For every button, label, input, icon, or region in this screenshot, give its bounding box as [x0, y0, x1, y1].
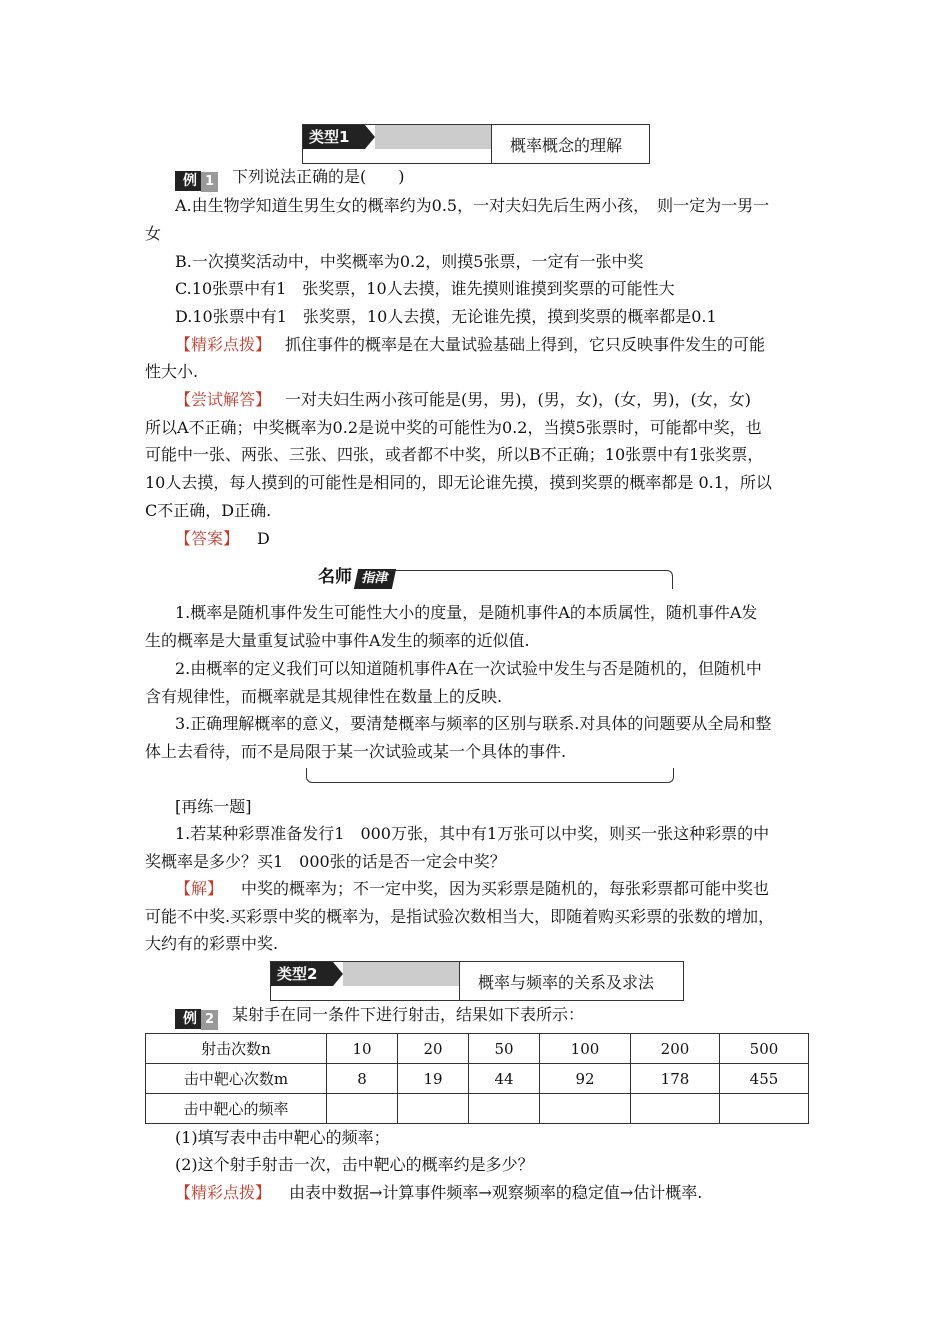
example-1-question: 下列说法正确的是( ): [232, 167, 405, 186]
table-cell: 92: [540, 1064, 631, 1094]
row-header-shots: 射击次数n: [146, 1034, 327, 1064]
try-line-3: 可能中一张、两张、三张、四张，或者都不中奖，所以B不正确；10张票中有1张奖票，: [145, 445, 764, 464]
table-cell: 455: [720, 1064, 809, 1094]
shooting-table: [145, 1033, 809, 1124]
try-line-5: C不正确，D正确.: [145, 501, 272, 520]
teacher-guide-title: 名师: [318, 567, 352, 587]
solution-line-2: 可能不中奖.买彩票中奖的概率为，是指试验次数相当大，即随着购买彩票的张数的增加，: [145, 907, 775, 926]
table-cell: [398, 1094, 469, 1124]
type-2-tag: 类型2: [271, 962, 333, 986]
example-2-q1: (1)填写表中击中靶心的频率；: [175, 1128, 390, 1147]
type-1-grey-bar: [375, 125, 491, 149]
example-label: 例: [175, 1009, 201, 1029]
solution-text: 中奖的概率为；不一定中奖，因为买彩票是随机的，每张彩票都可能中奖也: [241, 879, 770, 898]
table-cell: 8: [327, 1064, 398, 1094]
try-line-4: 10人去摸，每人摸到的可能性是相同的，即无论谁先摸，摸到奖票的概率都是 0.1，所以: [145, 473, 772, 492]
table-cell: [720, 1094, 809, 1124]
guide-p3-line-1: 3.正确理解概率的意义，要清楚概率与频率的区别与联系.对具体的问题要从全局和整: [175, 714, 772, 733]
tip-label: 【精彩点拨】: [175, 335, 272, 354]
teacher-guide-top-rule: [390, 570, 673, 589]
example-number: 2: [201, 1010, 218, 1030]
try-text: 一对夫妇生两小孩可能是(男，男)，(男，女)，(女，男)，(女，女): [285, 390, 751, 409]
tip-text: 抓住事件的概率是在大量试验基础上得到，它只反映事件发生的可能: [285, 335, 766, 354]
example-number: 1: [201, 172, 218, 192]
type-2-grey-bar: [343, 962, 459, 986]
table-cell: 500: [720, 1034, 809, 1064]
row-header-hits: 击中靶心次数m: [146, 1064, 327, 1094]
teacher-guide-header: [318, 565, 394, 589]
tip-2-line: [175, 1181, 702, 1205]
table-cell: [469, 1094, 540, 1124]
try-label: 【尝试解答】: [175, 390, 272, 409]
row-header-frequency: 击中靶心的频率: [146, 1094, 327, 1124]
table-cell: [327, 1094, 398, 1124]
example-2-badge: [175, 1006, 218, 1026]
answer-label: 【答案】: [175, 529, 240, 548]
example-2-question-line: [175, 1003, 584, 1027]
option-c: C.10张票中有1 张奖票，10人去摸，谁先摸则谁摸到奖票的可能性大: [175, 279, 675, 298]
solution-line-1: [175, 877, 769, 901]
example-1-badge: [175, 168, 218, 188]
table-cell: 19: [398, 1064, 469, 1094]
practice-header: [再练一题]: [175, 797, 252, 816]
tip-1-line-1: [175, 333, 765, 357]
table-cell: 10: [327, 1034, 398, 1064]
tip-1-line-2: 性大小.: [145, 362, 199, 381]
option-a-line-2: 女: [145, 224, 162, 243]
example-1-question-line: [175, 165, 405, 189]
example-label: 例: [175, 171, 201, 191]
table-cell: 178: [631, 1064, 720, 1094]
teacher-guide-bottom-rule: [306, 768, 674, 783]
table-cell: 20: [398, 1034, 469, 1064]
option-d: D.10张票中有1 张奖票，10人去摸，无论谁先摸，摸到奖票的概率都是0.1: [175, 307, 717, 326]
tip-label: 【精彩点拨】: [175, 1183, 272, 1202]
try-line-2: 所以A不正确；中奖概率为0.2是说中奖的可能性为0.2，当摸5张票时，可能都中奖，也: [145, 418, 762, 437]
table-cell: 200: [631, 1034, 720, 1064]
answer-line: [175, 527, 270, 551]
example-2-q2: (2)这个射手射击一次，击中靶心的概率约是多少？: [175, 1155, 534, 1174]
tip-text: 由表中数据→计算事件频率→观察频率的稳定值→估计概率.: [289, 1183, 703, 1202]
answer-value: D: [257, 529, 270, 548]
table-cell: [631, 1094, 720, 1124]
example-2-question: 某射手在同一条件下进行射击，结果如下表所示：: [232, 1005, 585, 1024]
table-row: [146, 1094, 809, 1124]
table-cell: [540, 1094, 631, 1124]
guide-p3-line-2: 体上去看待，而不是局限于某一次试验或某一个具体的事件.: [145, 742, 567, 761]
option-b: B.一次摸奖活动中，中奖概率为0.2，则摸5张票，一定有一张中奖: [175, 252, 644, 271]
table-row: [146, 1064, 809, 1094]
table-cell: 44: [469, 1064, 540, 1094]
type-2-title: 概率与频率的关系及求法: [459, 962, 654, 1000]
practice-q-line-2: 奖概率是多少？买1 000张的话是否一定会中奖？: [145, 852, 506, 871]
solution-label: 【解】: [175, 879, 224, 898]
teacher-guide-title-b: 指津: [354, 569, 396, 589]
guide-p2-line-1: 2.由概率的定义我们可以知道随机事件A在一次试验中发生与否是随机的，但随机中: [175, 659, 762, 678]
try-line-1: [175, 388, 751, 412]
type-1-title: 概率概念的理解: [491, 125, 622, 163]
type-1-tag: 类型1: [303, 125, 365, 149]
option-a-line-1: A.由生物学知道生男生女的概率约为0.5，一对夫妇先后生两小孩， 则一定为一男一: [175, 196, 770, 215]
table-cell: 50: [469, 1034, 540, 1064]
type-2-box: [270, 961, 684, 1001]
type-1-box: [302, 124, 650, 164]
practice-q-line-1: 1.若某种彩票准备发行1 000万张，其中有1万张可以中奖，则买一张这种彩票的中: [175, 824, 770, 843]
table-row: [146, 1034, 809, 1064]
guide-p1-line-2: 生的概率是大量重复试验中事件A发生的频率的近似值.: [145, 631, 530, 650]
table-cell: 100: [540, 1034, 631, 1064]
guide-p1-line-1: 1.概率是随机事件发生可能性大小的度量，是随机事件A的本质属性，随机事件A发: [175, 603, 758, 622]
guide-p2-line-2: 含有规律性，而概率就是其规律性在数量上的反映.: [145, 687, 503, 706]
solution-line-3: 大约有的彩票中奖.: [145, 934, 279, 953]
